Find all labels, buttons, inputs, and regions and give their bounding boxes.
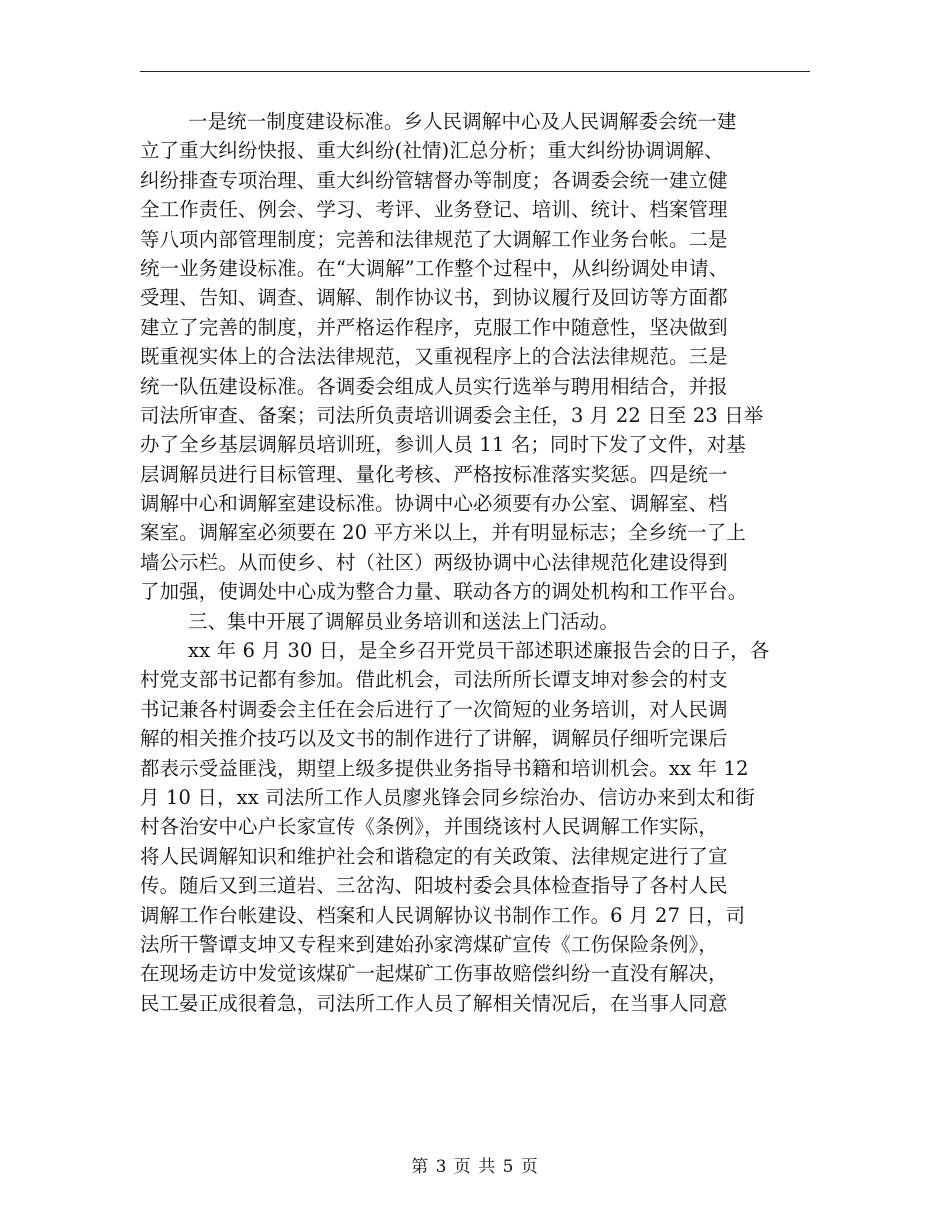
- text-line: 都表示受益匪浅，期望上级多提供业务指导书籍和培训机会。xx 年 12: [140, 756, 749, 780]
- body-text: [140, 107, 810, 1018]
- text-line: 全工作责任、例会、学习、考评、业务登记、培训、统计、档案管理: [140, 198, 728, 222]
- text-line: 民工晏正成很着急，司法所工作人员了解相关情况后，在当事人同意: [140, 991, 728, 1015]
- text-line: 传。随后又到三道岩、三岔沟、阳坡村委会具体检查指导了各村人民: [140, 874, 728, 898]
- text-line: 办了全乡基层调解员培训班，参训人员 11 名；同时下发了文件，对基: [140, 433, 746, 457]
- text-line: 村各治安中心户长家宣传《条例》，并围绕该村人民调解工作实际，: [140, 815, 719, 839]
- text-line: 建立了完善的制度，并严格运作程序，克服工作中随意性，坚决做到: [140, 315, 728, 339]
- text-line: 司法所审查、备案；司法所负责培训调委会主任，3 月 22 日至 23 日举: [140, 403, 764, 427]
- text-line: 月 10 日，xx 司法所工作人员廖兆锋会同乡综治办、信访办来到太和街: [140, 785, 755, 809]
- text-line: 墙公示栏。从而使乡、村（社区）两级协调中心法律规范化建设得到: [140, 550, 728, 574]
- text-line: 统一队伍建设标准。各调委会组成人员实行选举与聘用相结合，并报: [140, 374, 728, 398]
- text-line: 一是统一制度建设标准。乡人民调解中心及人民调解委会统一建: [188, 110, 737, 133]
- text-line: 统一业务建设标准。在“大调解”工作整个过程中，从纠纷调处申请、: [140, 256, 729, 280]
- text-line: 案室。调解室必须要在 20 平方米以上，并有明显标志；全乡统一了上: [140, 521, 746, 545]
- text-line: 法所干警谭支坤又专程来到建始孙家湾煤矿宣传《工伤保险条例》，: [140, 932, 719, 956]
- text-line: 受理、告知、调查、调解、制作协议书，到协议履行及回访等方面都: [140, 286, 728, 310]
- section-heading: 三、集中开展了调解员业务培训和送法上门活动。: [188, 609, 619, 633]
- page-footer: 第 3 页 共 5 页: [411, 1157, 539, 1177]
- text-line: 调解工作台帐建设、档案和人民调解协议书制作工作。6 月 27 日，司: [140, 903, 746, 927]
- text-line: 在现场走访中发觉该煤矿一起煤矿工伤事故赔偿纠纷一直没有解决，: [140, 962, 728, 986]
- text-line: 将人民调解知识和维护社会和谐稳定的有关政策、法律规定进行了宣: [140, 844, 728, 868]
- text-line: 村党支部书记都有参加。借此机会，司法所所长谭支坤对参会的村支: [140, 668, 728, 692]
- header-rule: [140, 71, 810, 72]
- text-line: 纠纷排查专项治理、重大纠纷管辖督办等制度；各调委会统一建立健: [140, 168, 728, 192]
- text-line: 了加强，使调处中心成为整合力量、联动各方的调处机构和工作平台。: [140, 580, 748, 604]
- text-line: 层调解员进行目标管理、量化考核、严格按标准落实奖惩。四是统一: [140, 462, 728, 486]
- text-line: 既重视实体上的合法法律规范，又重视程序上的合法法律规范。三是: [140, 345, 728, 369]
- text-line: xx 年 6 月 30 日，是全乡召开党员干部述职述廉报告会的日子，各: [188, 639, 770, 663]
- text-line: 立了重大纠纷快报、重大纠纷(社情)汇总分析；重大纠纷协调调解、: [140, 139, 724, 163]
- text-line: 书记兼各村调委会主任在会后进行了一次简短的业务培训，对人民调: [140, 697, 728, 721]
- text-line: 等八项内部管理制度；完善和法律规范了大调解工作业务台帐。二是: [140, 227, 728, 251]
- text-line: 解的相关推介技巧以及文书的制作进行了讲解，调解员仔细听完课后: [140, 727, 728, 751]
- text-line: 调解中心和调解室建设标准。协调中心必须要有办公室、调解室、档: [140, 492, 728, 516]
